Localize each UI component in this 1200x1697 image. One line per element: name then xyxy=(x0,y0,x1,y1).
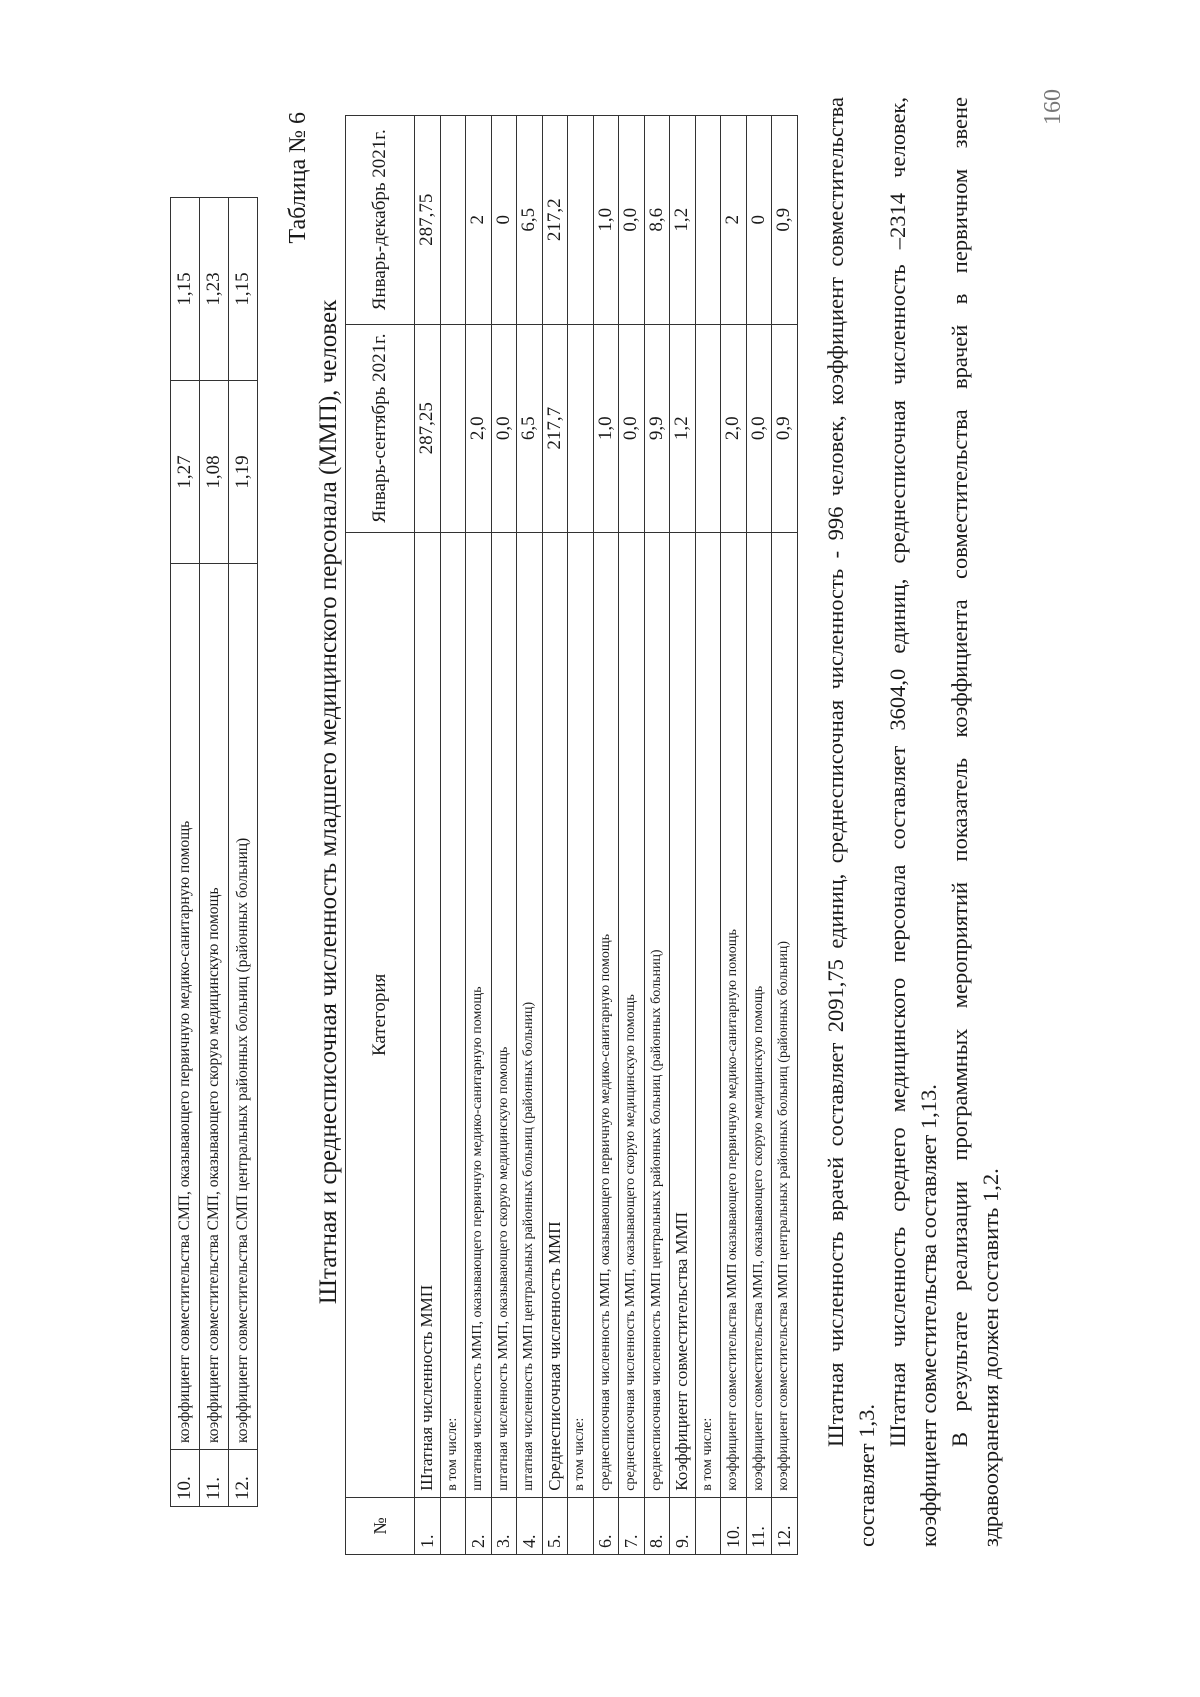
value-jan-sep xyxy=(440,324,466,533)
page-number: 160 xyxy=(1040,89,1066,125)
value-jan-dec xyxy=(695,116,721,325)
value-jan-sep: 2,0 xyxy=(721,324,747,533)
table-row xyxy=(721,116,747,1555)
row-label: коэффициент совместительства ММП центральных районных больниц (районных больниц) xyxy=(772,533,798,1498)
row-label: штатная численность ММП, оказывающего первичную медико-санитарную помощь xyxy=(466,533,492,1498)
value-jan-dec xyxy=(440,116,466,325)
value-jan-dec: 1,15 xyxy=(171,198,200,381)
table-row xyxy=(415,116,441,1555)
value-jan-sep: 9,9 xyxy=(644,324,670,533)
continuation-table xyxy=(170,197,258,1507)
table-row xyxy=(772,116,798,1555)
row-number: 11. xyxy=(200,1450,229,1507)
value-jan-sep: 0,0 xyxy=(746,324,772,533)
row-number: 3. xyxy=(491,1497,517,1554)
value-jan-sep: 1,2 xyxy=(670,324,696,533)
header-number: № xyxy=(346,1497,415,1554)
value-jan-sep: 1,27 xyxy=(171,381,200,564)
value-jan-dec: 0,0 xyxy=(619,116,645,325)
row-label: коэффициент совместительства ММП, оказывающего скорую медицинскую помощь xyxy=(746,533,772,1498)
row-number: 7. xyxy=(619,1497,645,1554)
row-label: штатная численность ММП, оказывающего скорую медицинскую помощь xyxy=(491,533,517,1498)
value-jan-dec xyxy=(568,116,594,325)
value-jan-sep xyxy=(568,324,594,533)
value-jan-dec: 1,2 xyxy=(670,116,696,325)
value-jan-sep: 1,0 xyxy=(593,324,619,533)
value-jan-dec: 6,5 xyxy=(517,116,543,325)
staffing-table xyxy=(345,115,798,1555)
value-jan-sep: 0,0 xyxy=(619,324,645,533)
value-jan-sep: 6,5 xyxy=(517,324,543,533)
table-row xyxy=(593,116,619,1555)
value-jan-dec: 287,75 xyxy=(415,116,441,325)
value-jan-dec: 8,6 xyxy=(644,116,670,325)
row-number: 10. xyxy=(171,1450,200,1507)
row-number: 11. xyxy=(746,1497,772,1554)
row-number: 2. xyxy=(466,1497,492,1554)
paragraph: Штатная численность врачей составляет 2091,75 единиц, среднесписочная численность - 996 человек, коэффициент совместительства составляет 1,3. xyxy=(823,97,879,1547)
row-label: коэффициент совместительства ММП оказывающего первичную медико-санитарную помощь xyxy=(721,533,747,1498)
row-label: коэффициент совместительства СМП центральных районных больниц (районных больниц) xyxy=(229,564,258,1450)
table-row xyxy=(670,116,696,1555)
value-jan-dec: 1,15 xyxy=(229,198,258,381)
header-category: Категория xyxy=(346,533,415,1498)
table-row xyxy=(466,116,492,1555)
value-jan-dec: 0 xyxy=(491,116,517,325)
value-jan-sep: 0,0 xyxy=(491,324,517,533)
value-jan-dec: 0 xyxy=(746,116,772,325)
table-row xyxy=(171,198,200,1507)
row-number xyxy=(695,1497,721,1554)
row-label: в том числе: xyxy=(695,533,721,1498)
row-label: среднесписочная численность ММП центральных районных больниц (районных больниц) xyxy=(644,533,670,1498)
value-jan-sep: 2,0 xyxy=(466,324,492,533)
value-jan-sep: 0,9 xyxy=(772,324,798,533)
table-row xyxy=(746,116,772,1555)
value-jan-dec: 2 xyxy=(721,116,747,325)
table-row xyxy=(229,198,258,1507)
row-number: 12. xyxy=(772,1497,798,1554)
row-number xyxy=(568,1497,594,1554)
row-label: коэффициент совместительства СМП, оказывающего скорую медицинскую помощь xyxy=(200,564,229,1450)
row-label: Коэффициент совместительства ММП xyxy=(670,533,696,1498)
table-row xyxy=(619,116,645,1555)
row-label: Штатная численность ММП xyxy=(415,533,441,1498)
value-jan-sep: 217,7 xyxy=(542,324,568,533)
table-header-row xyxy=(346,116,415,1555)
row-label: в том числе: xyxy=(440,533,466,1498)
row-label: среднесписочная численность ММП, оказывающего первичную медико-санитарную помощь xyxy=(593,533,619,1498)
row-number: 1. xyxy=(415,1497,441,1554)
value-jan-sep: 1,19 xyxy=(229,381,258,564)
row-label: в том числе: xyxy=(568,533,594,1498)
row-number: 5. xyxy=(542,1497,568,1554)
value-jan-dec: 2 xyxy=(466,116,492,325)
row-number xyxy=(440,1497,466,1554)
body-text xyxy=(820,97,1006,1547)
table-row xyxy=(644,116,670,1555)
header-jan-dec: Январь-декабрь 2021г. xyxy=(346,116,415,325)
value-jan-dec: 1,0 xyxy=(593,116,619,325)
row-label: Среднесписочная численность ММП xyxy=(542,533,568,1498)
header-jan-sep: Январь-сентябрь 2021г. xyxy=(346,324,415,533)
value-jan-sep: 1,08 xyxy=(200,381,229,564)
table-row xyxy=(695,116,721,1555)
table-row xyxy=(517,116,543,1555)
row-number: 9. xyxy=(670,1497,696,1554)
row-label: штатная численность ММП центральных районных больниц (районных больниц) xyxy=(517,533,543,1498)
value-jan-dec: 0,9 xyxy=(772,116,798,325)
table-row xyxy=(568,116,594,1555)
value-jan-sep xyxy=(695,324,721,533)
value-jan-dec: 217,2 xyxy=(542,116,568,325)
row-label: среднесписочная численность ММП, оказывающего скорую медицинскую помощь xyxy=(619,533,645,1498)
paragraph: Штатная численность среднего медицинского персонала составляет 3604,0 единиц, среднесписочная численность –2314 человек, коэффициент совместительства составляет 1,13. xyxy=(885,97,941,1547)
row-number: 4. xyxy=(517,1497,543,1554)
row-number: 10. xyxy=(721,1497,747,1554)
row-number: 8. xyxy=(644,1497,670,1554)
table-row xyxy=(200,198,229,1507)
row-number: 6. xyxy=(593,1497,619,1554)
table-row xyxy=(491,116,517,1555)
table-row xyxy=(542,116,568,1555)
value-jan-dec: 1,23 xyxy=(200,198,229,381)
table-row xyxy=(440,116,466,1555)
paragraph: В результате реализации программных мероприятий показатель коэффициента совместительства врачей в первичном звене здравоохранения должен составить 1,2. xyxy=(947,97,1003,1547)
row-label: коэффициент совместительства СМП, оказывающего первичную медико-санитарную помощь xyxy=(171,564,200,1450)
table-number-label: Таблица № 6 xyxy=(285,112,311,244)
row-number: 12. xyxy=(229,1450,258,1507)
value-jan-sep: 287,25 xyxy=(415,324,441,533)
table-title: Штатная и среднесписочная численность младшего медицинского персонала (ММП), человек xyxy=(315,299,342,1305)
